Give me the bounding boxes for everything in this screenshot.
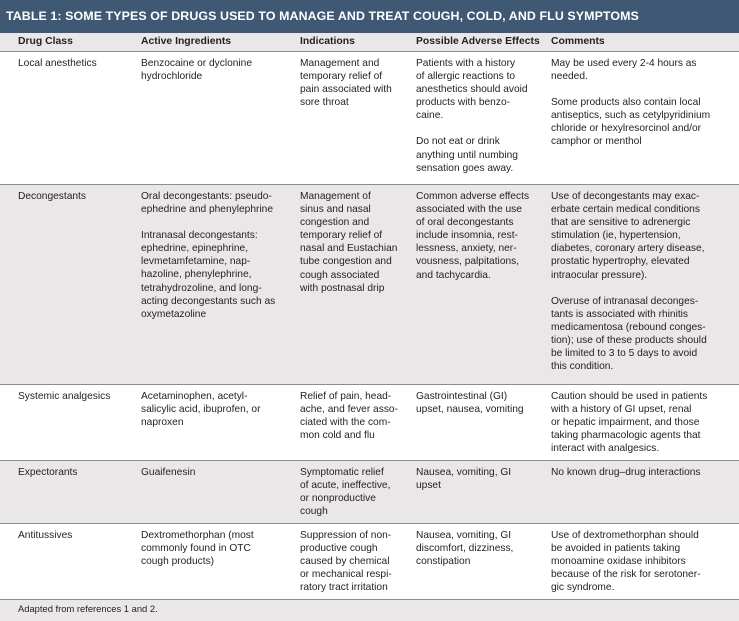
cell-line: commonly found in OTC — [141, 543, 251, 555]
cell-line: or nonproductive — [300, 493, 376, 505]
cell-line: constipation — [416, 556, 471, 568]
cell-line: Caution should be used in patients — [551, 391, 708, 402]
cell-line: and tachycardia. — [416, 269, 491, 281]
cell-line: Do not eat or drink — [416, 136, 500, 148]
header-active-ingredients: Active Ingredients — [141, 36, 232, 47]
cell-adverse-effects — [416, 466, 511, 492]
cell-line: Systemic analgesics — [18, 391, 111, 402]
cell-line: productive cough — [300, 543, 378, 555]
cell-line: discomfort, dizziness, — [416, 543, 514, 555]
cell-line: hydrochloride — [141, 71, 203, 83]
cell-line: be avoided in patients taking — [551, 543, 681, 555]
cell-comments — [551, 529, 701, 594]
cell-line: Gastrointestinal (GI) — [416, 391, 508, 402]
cell-line: of acute, ineffective, — [300, 480, 391, 492]
cell-indications — [300, 529, 392, 594]
cell-line: ache, and fever asso- — [300, 404, 398, 416]
table-row — [0, 385, 739, 461]
cell-line: medicamentosa (rebound conges- — [551, 321, 706, 333]
cell-line: No known drug–drug interactions — [551, 467, 701, 478]
cell-line: sensation goes away. — [416, 162, 514, 174]
cell-line: Antitussives — [18, 530, 73, 541]
cell-line: this condition. — [551, 361, 614, 373]
cell-comments — [551, 190, 707, 373]
cell-line: pain associated with — [300, 84, 392, 96]
table-row — [0, 524, 739, 600]
cell-line: of oral decongestants — [416, 217, 514, 229]
cell-line: Nausea, vomiting, GI — [416, 530, 512, 541]
cell-line: camphor or menthol — [551, 136, 642, 148]
cell-ingredients — [141, 466, 195, 479]
cell-adverse-effects — [416, 390, 524, 416]
cell-line: Relief of pain, head- — [300, 391, 392, 402]
cell-line: diabetes, coronary artery disease, — [551, 243, 705, 255]
cell-comments — [551, 57, 710, 149]
cell-line: prostatic hypertrophy, elevated — [551, 256, 690, 268]
cell-line: Guaifenesin — [141, 467, 196, 478]
cell-line: May be used every 2-4 hours as — [551, 58, 697, 69]
cell-line: temporary relief of — [300, 71, 383, 83]
header-comments: Comments — [551, 36, 605, 47]
cell-indications — [300, 466, 390, 518]
cell-line: interact with analgesics. — [551, 443, 660, 455]
cell-line: chloride or hexylresorcinol and/or — [551, 123, 702, 135]
cell-line: upset, nausea, vomiting — [416, 404, 524, 416]
cell-line: Decongestants — [18, 191, 86, 202]
cell-ingredients — [141, 529, 254, 568]
table-title: TABLE 1: SOME TYPES OF DRUGS USED TO MANAGE AND TREAT COUGH, COLD, AND FLU SYMPTOMS — [0, 0, 739, 33]
cell-line: ciated with the com- — [300, 417, 391, 429]
cell-line: levmetamfetamine, nap- — [141, 256, 251, 268]
cell-line: associated with the use — [416, 204, 522, 216]
cell-ingredients — [141, 190, 275, 321]
cell-line: Patients with a history — [416, 58, 516, 69]
cell-line: Management and — [300, 58, 380, 69]
cell-line: cough — [300, 506, 328, 518]
cell-line: Common adverse effects — [416, 191, 530, 202]
cell-line: acting decongestants such as — [141, 295, 276, 307]
header-indications: Indications — [300, 36, 355, 47]
table-row — [0, 461, 739, 524]
cell-line: hazoline, phenylephrine, — [141, 269, 252, 281]
cell-line: of allergic reactions to — [416, 71, 516, 83]
cell-line: oxymetazoline — [141, 308, 207, 320]
cell-indications — [300, 57, 392, 109]
cell-line: Intranasal decongestants: — [141, 230, 258, 242]
cell-line: vousness, palpitations, — [416, 256, 520, 268]
cell-line: intraocular pressure). — [551, 269, 648, 281]
cell-line: Overuse of intranasal deconges- — [551, 295, 699, 307]
cell-line: anything until numbing — [416, 149, 518, 161]
cell-line: monoamine oxidase inhibitors — [551, 556, 686, 568]
cell-line: tants is associated with rhinitis — [551, 308, 689, 320]
cell-indications — [300, 190, 397, 295]
cell-line: be limited to 3 to 5 days to avoid — [551, 348, 698, 360]
cell-line: Expectorants — [18, 467, 78, 478]
cell-indications — [300, 390, 398, 442]
cell-line: upset — [416, 480, 441, 492]
cell-line: sinus and nasal — [300, 204, 371, 216]
cell-line: Local anesthetics — [18, 58, 97, 69]
cell-line: Dextromethorphan (most — [141, 530, 254, 541]
cell-line: Use of decongestants may exac- — [551, 191, 700, 202]
cell-line: Use of dextromethorphan should — [551, 530, 699, 541]
cell-line: congestion and — [300, 217, 370, 229]
cell-line: salicylic acid, ibuprofen, or — [141, 404, 261, 416]
cell-line: mon cold and flu — [300, 430, 375, 442]
header-adverse-effects: Possible Adverse Effects — [416, 36, 540, 47]
cell-line: sore throat — [300, 97, 349, 109]
cell-line: cough associated — [300, 269, 380, 281]
cell-line: needed. — [551, 71, 588, 83]
cell-line: because of the risk for serotoner- — [551, 569, 701, 581]
cell-comments — [551, 466, 701, 479]
cell-line: antiseptics, such as cetylpyridinium — [551, 110, 711, 122]
cell-line: with postnasal drip — [300, 282, 385, 294]
cell-drug-class — [18, 529, 72, 542]
cell-line: ephedrine and phenylephrine — [141, 204, 273, 216]
header-drug-class: Drug Class — [18, 36, 73, 47]
table-row — [0, 52, 739, 185]
cell-line: Oral decongestants: pseudo- — [141, 191, 272, 202]
cell-drug-class — [18, 57, 97, 70]
cell-line: tetrahydrozoline, and long- — [141, 282, 262, 294]
cell-line: erbate certain medical conditions — [551, 204, 700, 216]
cell-line: Benzocaine or dyclonine — [141, 58, 253, 69]
cell-comments — [551, 390, 707, 455]
cell-line: or hepatic impairment, and those — [551, 417, 700, 429]
cell-line: Management of — [300, 191, 371, 202]
cell-line: cough products) — [141, 556, 215, 568]
cell-line: or mechanical respi- — [300, 569, 392, 581]
cell-line: naproxen — [141, 417, 184, 429]
cell-line: anesthetics should avoid — [416, 84, 528, 96]
cell-line: Suppression of non- — [300, 530, 392, 541]
cell-drug-class — [18, 390, 110, 403]
cell-drug-class — [18, 466, 77, 479]
table-footnote: Adapted from references 1 and 2. — [18, 603, 158, 614]
cell-line: Some products also contain local — [551, 97, 701, 109]
cell-adverse-effects — [416, 529, 513, 568]
cell-line: temporary relief of — [300, 230, 383, 242]
cell-ingredients — [141, 390, 260, 429]
cell-ingredients — [141, 57, 252, 83]
cell-line: nasal and Eustachian — [300, 243, 398, 255]
cell-line: lessness, anxiety, ner- — [416, 243, 517, 255]
table-row — [0, 185, 739, 385]
cell-line: taking pharmacologic agents that — [551, 430, 701, 442]
cell-drug-class — [18, 190, 86, 203]
cell-line: gic syndrome. — [551, 582, 615, 594]
cell-line: with a history of GI upset, renal — [551, 404, 692, 416]
cell-line: ephedrine, epinephrine, — [141, 243, 249, 255]
cell-line: stimulation (ie, hypertension, — [551, 230, 681, 242]
cell-line: Nausea, vomiting, GI — [416, 467, 512, 478]
cell-line: caine. — [416, 110, 444, 122]
cell-line: include insomnia, rest- — [416, 230, 518, 242]
cell-line: tion); use of these products should — [551, 334, 707, 346]
cell-line: products with benzo- — [416, 97, 511, 109]
table-header-row — [0, 33, 739, 52]
cell-adverse-effects — [416, 57, 528, 175]
cell-line: that are sensitive to adrenergic — [551, 217, 691, 229]
cell-line: caused by chemical — [300, 556, 390, 568]
cell-adverse-effects — [416, 190, 529, 282]
table-body — [0, 52, 739, 600]
cell-line: tube congestion and — [300, 256, 392, 268]
cell-line: Acetaminophen, acetyl- — [141, 391, 248, 402]
cell-line: Symptomatic relief — [300, 467, 384, 478]
cell-line: ratory tract irritation — [300, 582, 388, 594]
